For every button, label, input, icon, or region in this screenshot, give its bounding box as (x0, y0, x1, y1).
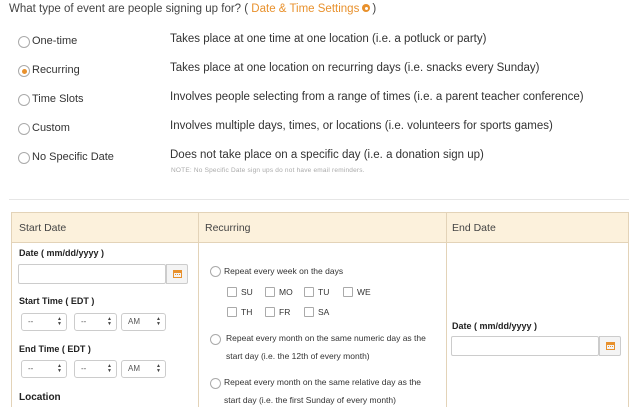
start-minute-value: -- (81, 317, 87, 326)
monthly-relative-label-1: Repeat every month on the same relative day as the (224, 377, 422, 387)
day-label-mo: MO (279, 287, 293, 297)
end-date-input[interactable] (451, 336, 599, 356)
column-divider (446, 213, 447, 407)
select-arrows-icon: ▲ ▼ (107, 363, 112, 374)
calendar-icon (173, 270, 182, 278)
select-arrows-icon: ▲ ▼ (57, 316, 62, 327)
radio-icon[interactable] (18, 123, 30, 135)
column-divider (198, 213, 199, 407)
start-date-input[interactable] (18, 264, 166, 284)
start-date-calendar-button[interactable] (166, 264, 188, 284)
end-time-label: End Time ( EDT ) (19, 344, 91, 354)
day-checkbox-mo[interactable] (265, 287, 275, 297)
header-recurring: Recurring (205, 222, 251, 234)
start-time-label: Start Time ( EDT ) (19, 296, 95, 306)
day-label-th: TH (241, 307, 253, 317)
end-minute-value: -- (81, 364, 87, 373)
date-time-settings-link[interactable] (251, 3, 372, 15)
event-type-label: No Specific Date (32, 151, 114, 163)
question-close: ) (372, 3, 377, 15)
divider (9, 199, 629, 200)
radio-icon[interactable] (18, 152, 30, 164)
radio-icon[interactable] (18, 36, 30, 48)
weekly-radio[interactable] (210, 266, 221, 277)
monthly-numeric-label-2: start day (i.e. the 12th of every month) (226, 351, 370, 361)
header-end-date: End Date (452, 222, 496, 234)
day-label-we: WE (357, 287, 371, 297)
start-hour-value: -- (28, 317, 34, 326)
day-checkbox-su[interactable] (227, 287, 237, 297)
start-ampm-select[interactable] (121, 313, 166, 331)
start-hour-select[interactable] (21, 313, 67, 331)
event-type-label: Time Slots (32, 93, 84, 105)
location-label: Location (19, 392, 61, 403)
question-text: What type of event are people signing up for? ( (9, 3, 249, 15)
day-label-tu: TU (318, 287, 330, 297)
gear-icon (362, 4, 370, 12)
end-date-label: Date ( mm/dd/yyyy ) (452, 321, 538, 331)
end-date-calendar-button[interactable] (599, 336, 621, 356)
monthly-relative-label-2: start day (i.e. the first Sunday of every month) (224, 395, 396, 405)
end-ampm-select[interactable] (121, 360, 166, 378)
event-type-desc: Involves multiple days, times, or locations (i.e. volunteers for sports games) (170, 120, 553, 132)
calendar-icon (606, 342, 615, 350)
day-checkbox-tu[interactable] (304, 287, 314, 297)
event-type-question (9, 3, 376, 15)
monthly-numeric-label-1: Repeat every month on the same numeric day as the (226, 333, 426, 343)
event-type-desc: Takes place at one time at one location (i.e. a potluck or party) (170, 33, 487, 45)
start-ampm-value: AM (128, 317, 140, 326)
day-label-su: SU (241, 287, 253, 297)
radio-icon[interactable] (18, 94, 30, 106)
header-start-date: Start Date (19, 222, 67, 234)
select-arrows-icon: ▲ ▼ (156, 363, 161, 374)
day-label-fr: FR (279, 307, 291, 317)
event-type-desc: Takes place at one location on recurring days (i.e. snacks every Sunday) (170, 62, 540, 74)
radio-icon[interactable] (18, 65, 30, 77)
date-time-settings-label: Date & Time Settings (251, 3, 360, 15)
day-checkbox-th[interactable] (227, 307, 237, 317)
event-type-label: Recurring (32, 64, 80, 76)
end-hour-select[interactable] (21, 360, 67, 378)
end-hour-value: -- (28, 364, 34, 373)
end-ampm-value: AM (128, 364, 140, 373)
panel-header (12, 213, 628, 243)
date-panel (11, 212, 629, 407)
event-type-label: One-time (32, 35, 78, 47)
select-arrows-icon: ▲ ▼ (57, 363, 62, 374)
no-specific-date-note: NOTE: No Specific Date sign ups do not have email reminders. (171, 167, 365, 174)
day-label-sa: SA (318, 307, 330, 317)
event-type-label: Custom (32, 122, 70, 134)
day-checkbox-fr[interactable] (265, 307, 275, 317)
event-type-desc: Involves people selecting from a range of times (i.e. a parent teacher conference) (170, 91, 584, 103)
start-date-label: Date ( mm/dd/yyyy ) (19, 248, 105, 258)
start-minute-select[interactable] (74, 313, 117, 331)
select-arrows-icon: ▲ ▼ (156, 316, 161, 327)
monthly-relative-radio[interactable] (210, 378, 221, 389)
weekly-option-label: Repeat every week on the days (224, 266, 344, 276)
end-minute-select[interactable] (74, 360, 117, 378)
event-type-desc: Does not take place on a specific day (i.e. a donation sign up) (170, 149, 484, 161)
monthly-numeric-radio[interactable] (210, 334, 221, 345)
day-checkbox-sa[interactable] (304, 307, 314, 317)
day-checkbox-we[interactable] (343, 287, 353, 297)
select-arrows-icon: ▲ ▼ (107, 316, 112, 327)
